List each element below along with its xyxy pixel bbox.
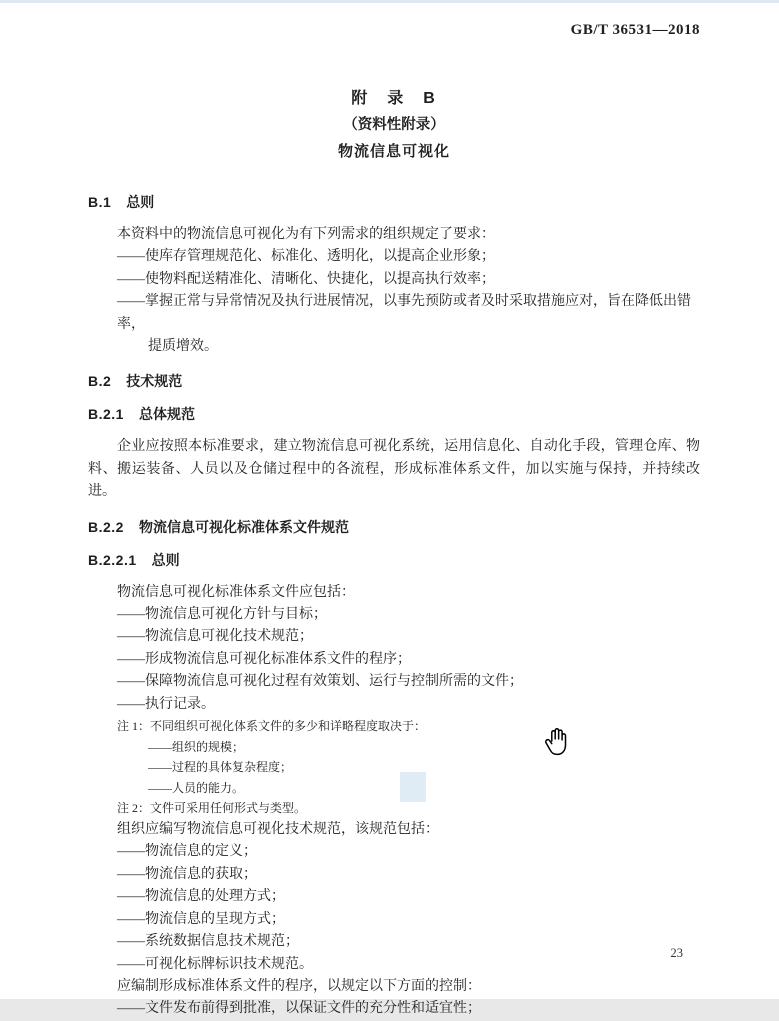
section-title: 总则 bbox=[151, 551, 180, 568]
list-item-dash: ——执行记录。 bbox=[117, 696, 215, 712]
list-item-dash: ——可视化标牌标识技术规范。 bbox=[117, 956, 313, 972]
list-item-dash: ——物流信息的定义； bbox=[117, 844, 257, 860]
section-title: 物流信息可视化标准体系文件规范 bbox=[138, 518, 349, 535]
list-item-dash: ——物流信息可视化技术规范； bbox=[117, 629, 313, 645]
note-list-item: ——组织的规模； bbox=[148, 739, 245, 754]
paragraph: 应编制形成标准体系文件的程序，以规定以下方面的控制： bbox=[117, 978, 481, 994]
list-item-dash: ——保障物流信息可视化过程有效策划、运行与控制所需的文件； bbox=[117, 674, 523, 690]
page-number: 23 bbox=[670, 946, 683, 960]
section-number: B.2.1 bbox=[88, 406, 124, 423]
list-item-dash: ——物流信息的处理方式； bbox=[117, 889, 285, 905]
paragraph: 组织应编写物流信息可视化技术规范，该规范包括： bbox=[117, 822, 439, 838]
appendix-title-block bbox=[88, 86, 700, 165]
section-title: 技术规范 bbox=[126, 373, 183, 390]
paragraph: 本资料中的物流信息可视化为有下列需求的组织规定了要求： bbox=[117, 227, 495, 242]
section-heading bbox=[88, 371, 700, 391]
paragraph: 企业应按照本标准要求，建立物流信息可视化系统，运用信息化、自动化手段，管理仓库、物料、搬运装备、人员以及仓储过程中的各流程，形成标准体系文件，加以实施与保持，并持续改进。 bbox=[88, 439, 700, 500]
list-item-dash: ——物流信息的呈现方式； bbox=[117, 911, 285, 927]
note-line: 注 1：不同组织可视化体系文件的多少和详略程度取决于： bbox=[117, 719, 427, 734]
note-list-item: ——过程的具体复杂程度； bbox=[148, 760, 293, 775]
section-number: B.1 bbox=[88, 194, 112, 210]
list-item-continuation: 提质增效。 bbox=[148, 339, 218, 355]
section-heading bbox=[88, 550, 700, 570]
section-heading bbox=[88, 404, 700, 424]
section-title: 总体规范 bbox=[138, 406, 195, 423]
section-heading bbox=[88, 192, 700, 212]
standard-code-header: GB/T 36531—2018 bbox=[570, 22, 700, 38]
list-item-dash: ——掌握正常与异常情况及执行进展情况，以事先预防或者及时采取措施应对，旨在降低出错率， bbox=[117, 294, 691, 332]
list-item-dash: ——形成物流信息可视化标准体系文件的程序； bbox=[117, 651, 411, 667]
section-heading bbox=[88, 517, 700, 537]
document-content bbox=[88, 186, 700, 1021]
note-line: 注 2：文件可采用任何形式与类型。 bbox=[117, 801, 307, 816]
appendix-subject: 物流信息可视化 bbox=[337, 143, 450, 160]
paragraph: 物流信息可视化标准体系文件应包括： bbox=[117, 584, 355, 600]
section-number: B.2 bbox=[88, 373, 112, 390]
section-number: B.2.2.1 bbox=[88, 551, 137, 568]
section-number: B.2.2 bbox=[88, 518, 124, 535]
note-list-item: ——人员的能力。 bbox=[148, 780, 245, 795]
hand-grab-cursor-icon bbox=[542, 726, 568, 756]
section-title: 总则 bbox=[126, 194, 155, 210]
list-item-dash: ——物流信息可视化方针与目标； bbox=[117, 607, 327, 623]
list-item-dash: ——物流信息的获取； bbox=[117, 866, 257, 882]
list-item-dash: ——文件发布前得到批准，以保证文件的充分性和适宜性； bbox=[117, 1001, 481, 1017]
list-item-dash: ——使物料配送精准化、清晰化、快捷化，以提高执行效率； bbox=[117, 271, 495, 287]
appendix-type: （资料性附录） bbox=[343, 117, 445, 133]
list-item-dash: ——使库存管理规范化、标准化、透明化，以提高企业形象； bbox=[117, 249, 495, 265]
appendix-title: 附 录 B bbox=[351, 90, 437, 107]
top-rule bbox=[0, 0, 779, 3]
list-item-dash: ——系统数据信息技术规范； bbox=[117, 934, 299, 950]
